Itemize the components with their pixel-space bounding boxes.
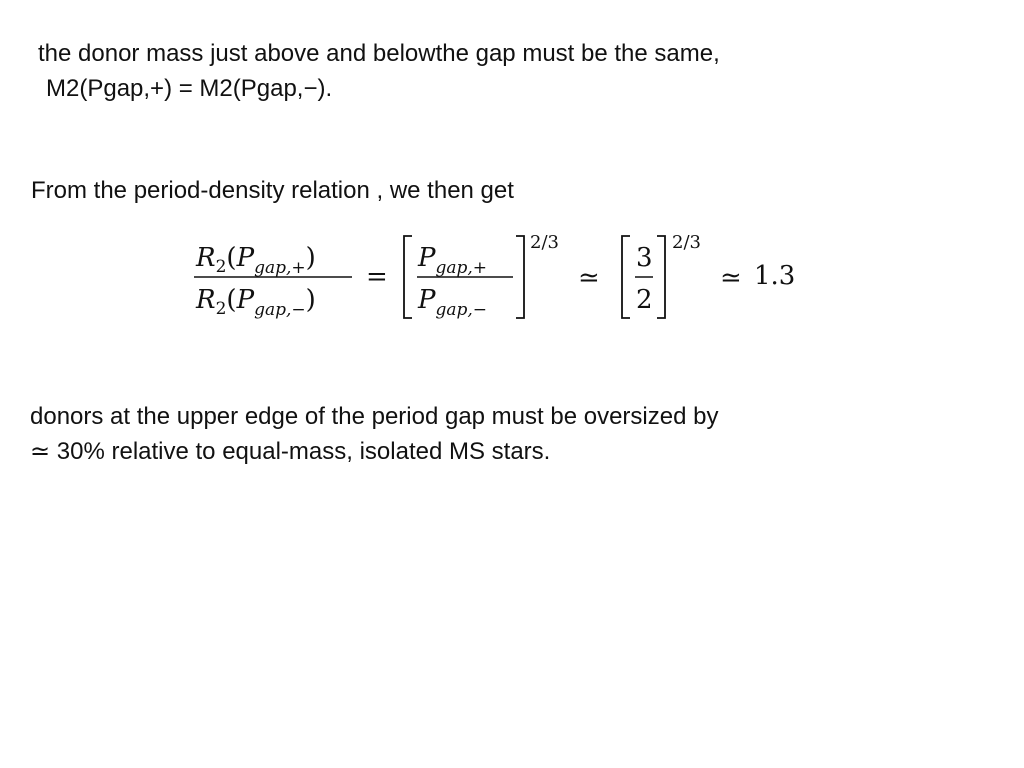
bracket2-numerator: 3 <box>636 243 653 273</box>
right-bracket-1 <box>516 236 524 318</box>
approx-sign-1: ≃ <box>578 263 600 293</box>
right-bracket-2 <box>657 236 665 318</box>
bracket1-numerator: $P_{gap,+}$ <box>418 243 488 278</box>
exponent-2: 2/3 <box>672 232 701 253</box>
radius-ratio-equation <box>180 222 820 332</box>
left-bracket-1 <box>404 236 412 318</box>
intro-line-1: the donor mass just above and belowthe gap must be the same, <box>38 40 720 67</box>
bracket1-denominator: $P_{gap,-}$ <box>418 285 488 320</box>
bracket-group-2 <box>622 232 701 318</box>
bracket-group-1 <box>404 232 559 320</box>
bracket2-denominator: 2 <box>636 285 653 315</box>
exponent-1: 2/3 <box>530 232 559 253</box>
intro-line-2: M2(Pgap,+) = M2(Pgap,−). <box>46 75 333 102</box>
conclusion-paragraph <box>30 399 718 469</box>
period-relation-text: From the period-density relation , we then get <box>31 177 514 204</box>
equation-result: 1.3 <box>754 261 796 291</box>
left-bracket-2 <box>622 236 630 318</box>
lhs-numerator: $R_2(P_{gap,+})$ <box>196 243 316 278</box>
conclusion-line-2: ≃ 30% relative to equal-mass, isolated MS stars. <box>30 438 551 465</box>
equals-sign: = <box>366 262 388 292</box>
intro-paragraph <box>38 36 720 106</box>
lhs-denominator: $R_2(P_{gap,-})$ <box>196 285 316 320</box>
approx-sign-2: ≃ <box>720 263 742 293</box>
lhs-fraction <box>194 243 352 320</box>
conclusion-line-1: donors at the upper edge of the period gap must be oversized by <box>30 403 719 430</box>
